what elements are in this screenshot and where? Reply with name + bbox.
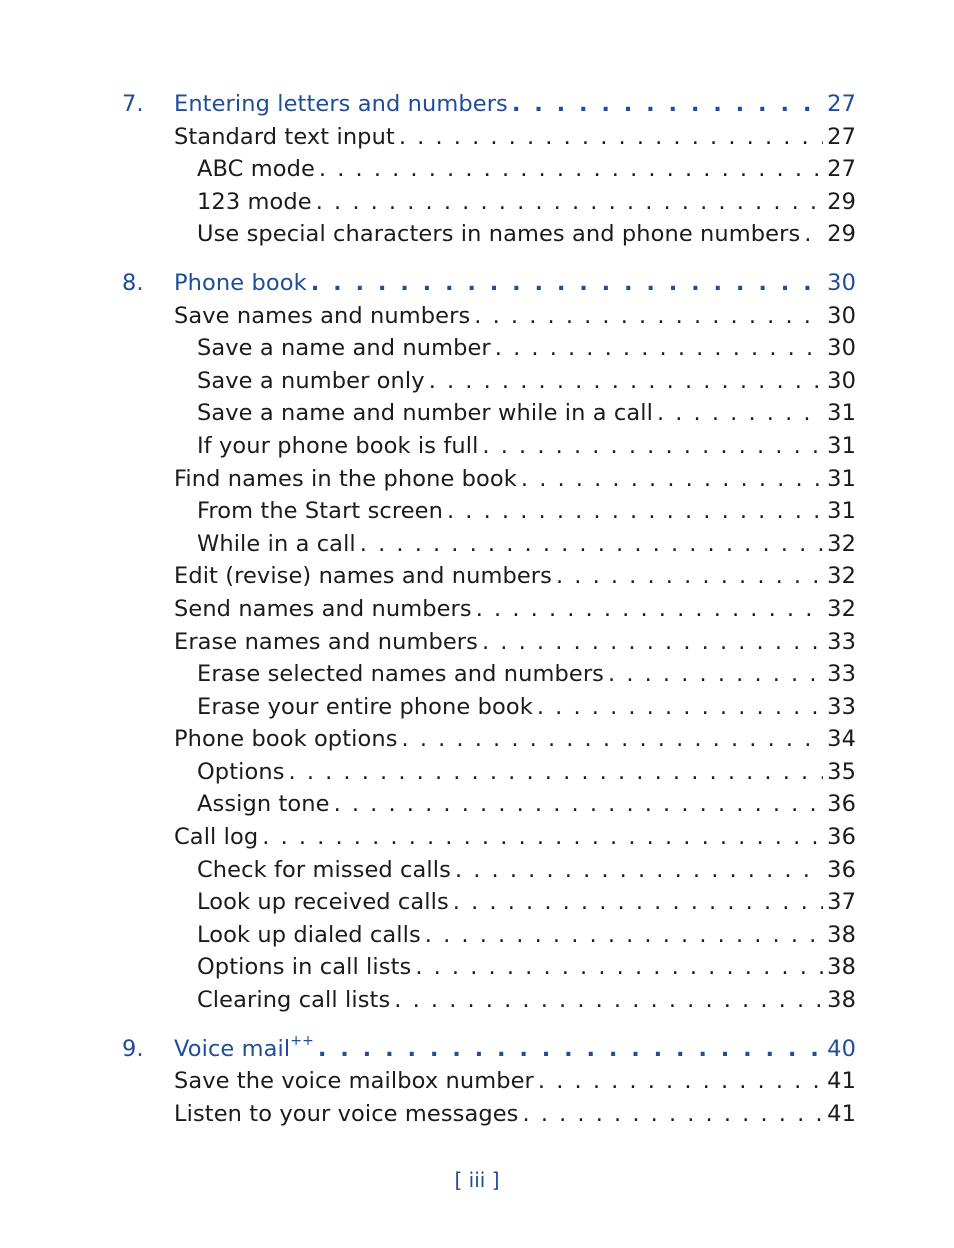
page-number: 27 — [827, 123, 856, 150]
toc-entry[interactable] — [122, 1065, 856, 1098]
entry-label: If your phone book is full — [197, 432, 479, 459]
entry-label: Save a number only — [197, 367, 425, 394]
page-number: 38 — [827, 987, 856, 1014]
entry-label: Save a name and number while in a call — [197, 400, 653, 427]
entry-label: Options in call lists — [197, 954, 412, 981]
chapter-7 — [122, 88, 856, 251]
entry-label: Call log — [174, 824, 259, 851]
page-number: 31 — [827, 465, 856, 492]
chapter-8 — [122, 267, 856, 1017]
entry-label: Save a name and number — [197, 335, 491, 362]
leader-dots — [402, 723, 824, 756]
chapter-number: 9. — [122, 1035, 144, 1062]
leader-dots — [311, 267, 823, 300]
entry-label: Listen to your voice messages — [174, 1100, 519, 1127]
page-number: 38 — [827, 921, 856, 948]
leader-dots — [608, 658, 823, 691]
page-number: 33 — [827, 661, 856, 688]
page-number: 33 — [827, 693, 856, 720]
entry-label: Clearing call lists — [197, 987, 391, 1014]
entry-label: Save the voice mailbox number — [174, 1068, 534, 1095]
entry-label: While in a call — [197, 530, 356, 557]
page-number: 30 — [827, 302, 856, 329]
leader-dots — [538, 1065, 823, 1098]
entry-label: Find names in the phone book — [174, 465, 517, 492]
leader-dots — [474, 300, 823, 333]
leader-dots — [495, 332, 823, 365]
toc-subentry[interactable] — [122, 495, 856, 528]
toc-entry[interactable] — [122, 821, 856, 854]
page-number: 32 — [827, 563, 856, 590]
leader-dots — [804, 218, 823, 251]
toc-subentry[interactable] — [122, 756, 856, 789]
toc-subentry[interactable] — [122, 528, 856, 561]
entry-label: Look up dialed calls — [197, 921, 421, 948]
toc-subentry[interactable] — [122, 658, 856, 691]
toc-entry[interactable] — [122, 626, 856, 659]
leader-dots — [316, 186, 823, 219]
toc-subentry[interactable] — [122, 951, 856, 984]
page-number: 38 — [827, 954, 856, 981]
chapter-heading-row[interactable] — [122, 1033, 856, 1066]
toc-subentry[interactable] — [122, 691, 856, 724]
entry-label: Standard text input — [174, 123, 395, 150]
page-number: 40 — [827, 1035, 856, 1062]
page-number: 35 — [827, 758, 856, 785]
leader-dots — [289, 756, 824, 789]
leader-dots — [476, 593, 823, 626]
leader-dots — [523, 1098, 824, 1131]
page-number: 27 — [827, 156, 856, 183]
leader-dots — [447, 495, 823, 528]
entry-label: Phone book options — [174, 726, 398, 753]
entry-label: Look up received calls — [197, 889, 449, 916]
entry-label: ABC mode — [197, 156, 315, 183]
entry-label: Edit (revise) names and numbers — [174, 563, 552, 590]
chapter-title — [174, 1033, 314, 1066]
chapter-title: Phone book — [174, 269, 307, 296]
leader-dots — [482, 626, 823, 659]
leader-dots — [556, 560, 823, 593]
page-number: 41 — [827, 1100, 856, 1127]
page-number: 27 — [827, 91, 856, 117]
leader-dots — [512, 88, 823, 121]
chapter-title-superscript: ++ — [290, 1033, 314, 1050]
toc-entry[interactable] — [122, 1098, 856, 1131]
leader-dots — [334, 788, 824, 821]
entry-label: Save names and numbers — [174, 302, 471, 329]
entry-label: 123 mode — [197, 188, 312, 215]
page-number: 33 — [827, 628, 856, 655]
page-number: 30 — [827, 335, 856, 362]
leader-dots — [537, 691, 823, 724]
chapter-title: Entering letters and numbers — [174, 91, 508, 117]
toc-entry[interactable] — [122, 300, 856, 333]
entry-label: Erase names and numbers — [174, 628, 478, 655]
toc-entry[interactable] — [122, 723, 856, 756]
page-number: 31 — [827, 400, 856, 427]
entry-label: Erase your entire phone book — [197, 693, 533, 720]
leader-dots — [453, 886, 823, 919]
entry-label: Check for missed calls — [197, 856, 451, 883]
page-number: 36 — [827, 824, 856, 851]
entry-label: Send names and numbers — [174, 595, 472, 622]
toc-subentry[interactable] — [122, 365, 856, 398]
leader-dots — [319, 153, 823, 186]
chapter-heading-row[interactable] — [122, 88, 856, 121]
toc-subentry[interactable] — [122, 218, 856, 251]
toc-subentry[interactable] — [122, 788, 856, 821]
leader-dots — [415, 951, 823, 984]
toc-subentry[interactable] — [122, 153, 856, 186]
page-number: 32 — [827, 530, 856, 557]
page-number: 31 — [827, 432, 856, 459]
toc-subentry[interactable] — [122, 984, 856, 1017]
entry-label: Erase selected names and numbers — [197, 661, 605, 688]
entry-label: Options — [197, 758, 285, 785]
toc-subentry[interactable] — [122, 430, 856, 463]
page-number: 32 — [827, 595, 856, 622]
chapter-heading-row[interactable] — [122, 267, 856, 300]
leader-dots — [425, 919, 823, 952]
chapter-number: 7. — [122, 91, 144, 117]
chapter-title-text: Voice mail — [174, 1035, 291, 1062]
page-footer-number: [ iii ] — [454, 1168, 500, 1192]
page-number: 41 — [827, 1068, 856, 1095]
page-number: 29 — [827, 188, 856, 215]
toc-entry[interactable] — [122, 463, 856, 496]
toc-subentry[interactable] — [122, 397, 856, 430]
entry-label: Assign tone — [197, 791, 330, 818]
toc-entry[interactable] — [122, 560, 856, 593]
chapter-9 — [122, 1033, 856, 1131]
page-number: 30 — [827, 367, 856, 394]
leader-dots — [455, 854, 823, 887]
toc-subentry[interactable] — [122, 919, 856, 952]
toc-entry[interactable] — [122, 121, 856, 154]
leader-dots — [262, 821, 823, 854]
leader-dots — [394, 984, 823, 1017]
chapter-number: 8. — [122, 269, 144, 296]
toc-subentry[interactable] — [122, 854, 856, 887]
table-of-contents — [122, 88, 856, 1146]
page-number: 34 — [827, 726, 856, 753]
leader-dots — [399, 121, 823, 154]
page-number: 29 — [827, 221, 856, 248]
toc-subentry[interactable] — [122, 186, 856, 219]
toc-subentry[interactable] — [122, 886, 856, 919]
toc-subentry[interactable] — [122, 332, 856, 365]
page-number: 36 — [827, 856, 856, 883]
page-number: 31 — [827, 498, 856, 525]
leader-dots — [657, 397, 823, 430]
page-number: 37 — [827, 889, 856, 916]
leader-dots — [318, 1033, 823, 1066]
page-number: 30 — [827, 269, 856, 296]
leader-dots — [521, 463, 823, 496]
leader-dots — [429, 365, 823, 398]
entry-label: From the Start screen — [197, 498, 443, 525]
leader-dots — [360, 528, 823, 561]
entry-label: Use special characters in names and phone numbers — [197, 221, 801, 248]
toc-entry[interactable] — [122, 593, 856, 626]
page-number: 36 — [827, 791, 856, 818]
leader-dots — [482, 430, 823, 463]
